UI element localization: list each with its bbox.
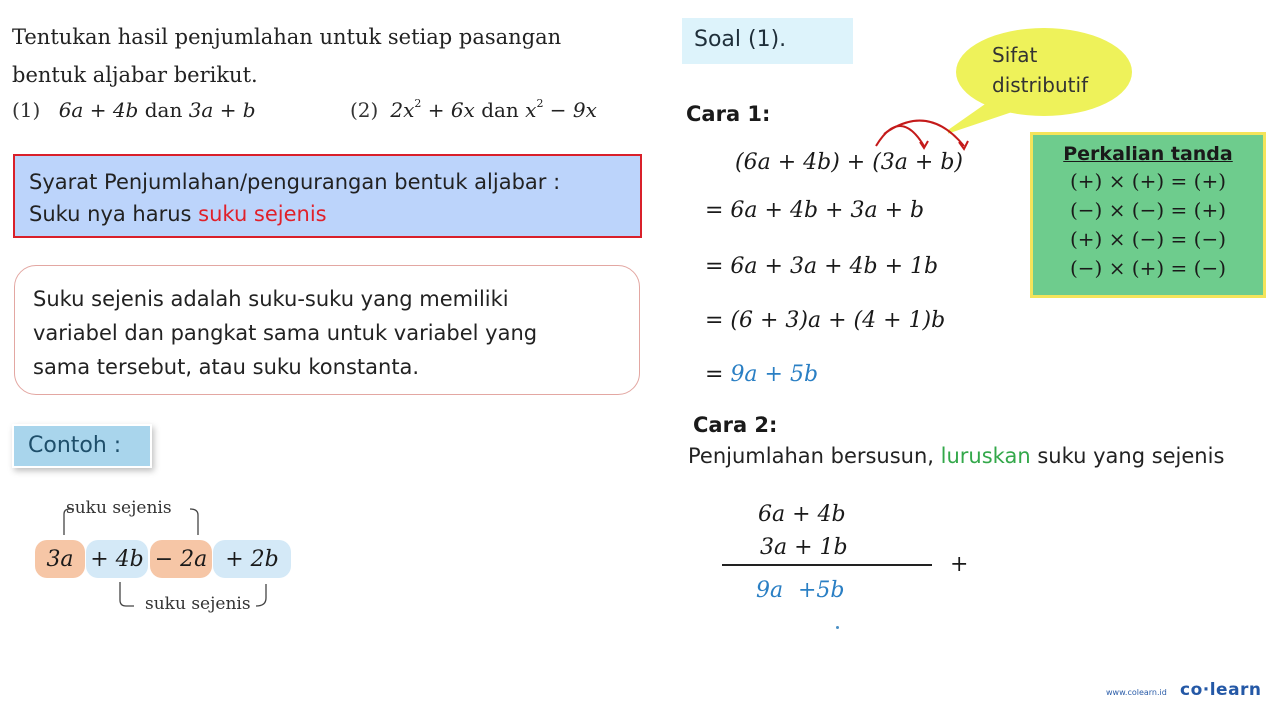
problem-2-number: (2) — [350, 98, 379, 122]
colearn-logo: co·learn — [1180, 680, 1262, 700]
problem-1 — [12, 98, 256, 122]
example-term-2a: − 2a — [150, 540, 212, 578]
problem-1-number: (1) — [12, 98, 41, 122]
problem-2 — [350, 98, 597, 122]
definition-line-1: Suku sejenis adalah suku-suku yang memiliki — [33, 287, 509, 311]
syarat-line-2 — [29, 198, 626, 230]
problem-2-term-2: + 6x — [421, 98, 482, 122]
sum-operator: + — [950, 552, 969, 577]
bubble-line-1: Sifat — [992, 43, 1038, 67]
cara2-desc-prefix: Penjumlahan bersusun, — [688, 444, 941, 468]
tanda-row-1: (+) × (+) = (+) — [1069, 169, 1227, 193]
cara1-step-0: (6a + 4b) + (3a + b) — [735, 150, 963, 175]
example-term-3a: 3a — [35, 540, 85, 578]
example-term-4b: + 4b — [86, 540, 148, 578]
stray-dot — [836, 626, 839, 629]
tanda-row-3: (+) × (−) = (−) — [1069, 227, 1227, 251]
problem-2-term-4: − 9x — [543, 98, 597, 122]
syarat-box — [13, 154, 642, 238]
cara1-step-1: = 6a + 4b + 3a + b — [705, 198, 925, 223]
problem-2-exp-2: 2 — [536, 97, 544, 110]
example-term-2b: + 2b — [213, 540, 291, 578]
top-bracket-right — [190, 509, 198, 535]
perkalian-tanda-box — [1030, 132, 1266, 298]
sum-line — [722, 564, 932, 566]
cara2-description — [688, 444, 1224, 468]
problem-prompt — [12, 18, 652, 94]
syarat-line-1: Syarat Penjumlahan/pengurangan bentuk aljabar : — [29, 170, 561, 194]
prompt-line-1: Tentukan hasil penjumlahan untuk setiap pasangan — [12, 25, 562, 49]
cara2-heading: Cara 2: — [693, 413, 778, 437]
cara2-result-a: 9a — [756, 578, 784, 603]
bottom-bracket-left — [120, 582, 134, 606]
arc-to-b — [884, 121, 964, 146]
tanda-row-2: (−) × (−) = (+) — [1069, 198, 1227, 222]
problem-1-expr-b: 3a + b — [188, 98, 256, 122]
prompt-line-2: bentuk aljabar berikut. — [12, 63, 258, 87]
cara2-highlight: luruskan — [940, 444, 1031, 468]
soal-label: Soal (1). — [682, 18, 853, 64]
arc-to-3a — [876, 126, 924, 146]
problem-2-term-3: x — [518, 98, 537, 122]
problem-2-conj: dan — [481, 98, 519, 122]
cara1-step-4-eq: = — [705, 362, 724, 387]
cara2-desc-suffix: suku yang sejenis — [1030, 444, 1225, 468]
definition-line-2: variabel dan pangkat sama untuk variabel yang — [33, 321, 538, 345]
perkalian-tanda-title: Perkalian tanda — [1063, 143, 1233, 165]
cara1-step-2: = 6a + 3a + 4b + 1b — [705, 254, 939, 279]
cara1-step-4 — [705, 362, 818, 387]
contoh-label: Contoh : — [12, 424, 152, 468]
bottom-bracket-label: suku sejenis — [145, 594, 251, 614]
cara1-result: 9a + 5b — [730, 362, 819, 387]
cara2-row-2: 3a + 1b — [760, 535, 848, 560]
problem-1-conj: dan — [144, 98, 183, 122]
distributive-arcs — [860, 108, 980, 154]
top-bracket-label: suku sejenis — [66, 498, 172, 518]
syarat-line-2-prefix: Suku nya harus — [29, 202, 199, 226]
footer-url: www.colearn.id — [1106, 688, 1167, 697]
syarat-highlight: suku sejenis — [198, 202, 327, 226]
problem-1-expr-a: 6a + 4b — [58, 98, 139, 122]
definition-line-3: sama tersebut, atau suku konstanta. — [33, 355, 420, 379]
cara2-result-b: +5b — [798, 578, 845, 603]
problem-2-exp-1: 2 — [414, 97, 422, 110]
bubble-line-2: distributif — [992, 73, 1089, 97]
cara2-row-1: 6a + 4b — [758, 502, 846, 527]
problem-2-term-1: 2x — [390, 98, 415, 122]
tanda-row-4: (−) × (+) = (−) — [1069, 256, 1227, 280]
cara1-heading: Cara 1: — [686, 102, 771, 126]
bottom-bracket-right — [256, 584, 266, 606]
definition-box — [14, 265, 640, 395]
bubble-text — [992, 40, 1088, 100]
cara1-step-3: = (6 + 3)a + (4 + 1)b — [705, 308, 946, 333]
